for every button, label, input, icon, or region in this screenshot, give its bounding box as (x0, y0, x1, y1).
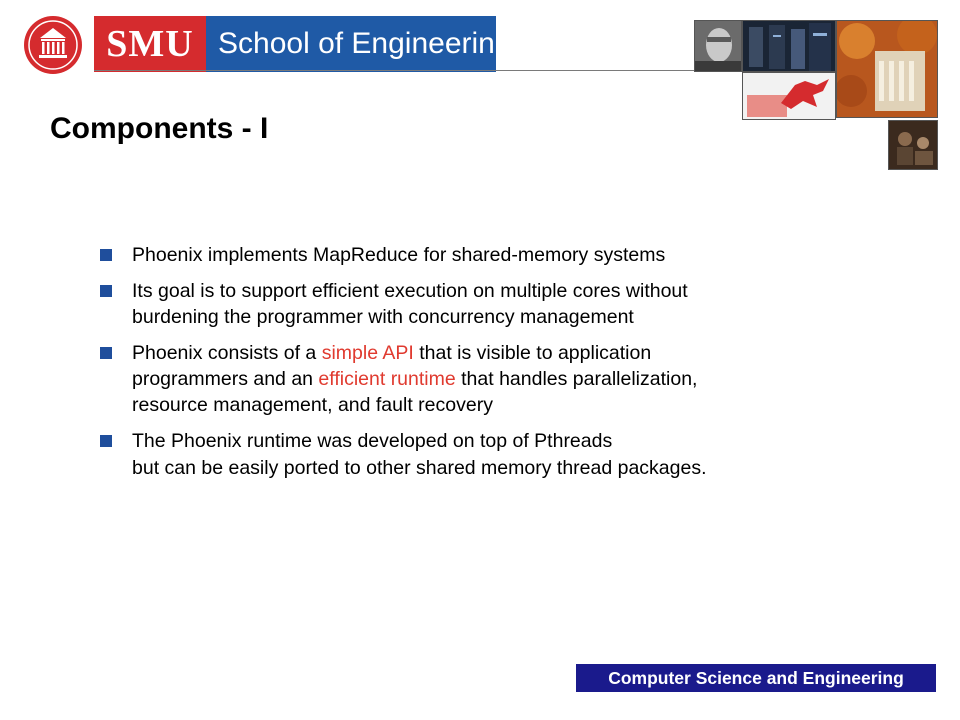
bullet-text: The Phoenix runtime was developed on top of Pthreads (132, 430, 613, 452)
bullet-item (100, 242, 740, 268)
smu-seal-logo (20, 14, 86, 76)
mustang-logo-photo (742, 72, 836, 120)
students-photo (888, 120, 938, 170)
bullet-item (100, 428, 740, 484)
footer-department-bar: Computer Science and Engineering (576, 664, 936, 692)
bullet-text: Phoenix consists of a (132, 342, 322, 364)
portrait-photo (694, 20, 742, 72)
smu-logo-block: SMU (94, 16, 206, 72)
campus-building-photo (836, 20, 938, 118)
header-divider (94, 70, 694, 71)
highlight-simple-api: simple API (321, 342, 414, 364)
bullet-text: Phoenix implements MapReduce for shared-memory systems (132, 244, 666, 266)
square-bullet-icon (100, 249, 112, 261)
highlight-efficient-runtime: efficient runtime (318, 368, 456, 390)
square-bullet-icon (100, 435, 112, 447)
bullet-item (100, 340, 740, 418)
bullet-continuation-text: but can be easily ported to other shared memory thread packages. (132, 457, 707, 479)
slide-title: Components - I (50, 112, 269, 145)
square-bullet-icon (100, 285, 112, 297)
bullet-item (100, 278, 740, 330)
bullet-text: that handles parallelization, resource management, and fault recovery (132, 368, 698, 416)
bullet-list (100, 242, 740, 494)
bullet-text: Its goal is to support efficient execution on multiple cores without burdening the programmer with concurrency management (132, 280, 688, 328)
server-room-photo (742, 20, 836, 72)
square-bullet-icon (100, 347, 112, 359)
school-name-block: School of Engineering (206, 16, 496, 72)
bullet-text: that is visible to application programmers and an (132, 342, 652, 390)
